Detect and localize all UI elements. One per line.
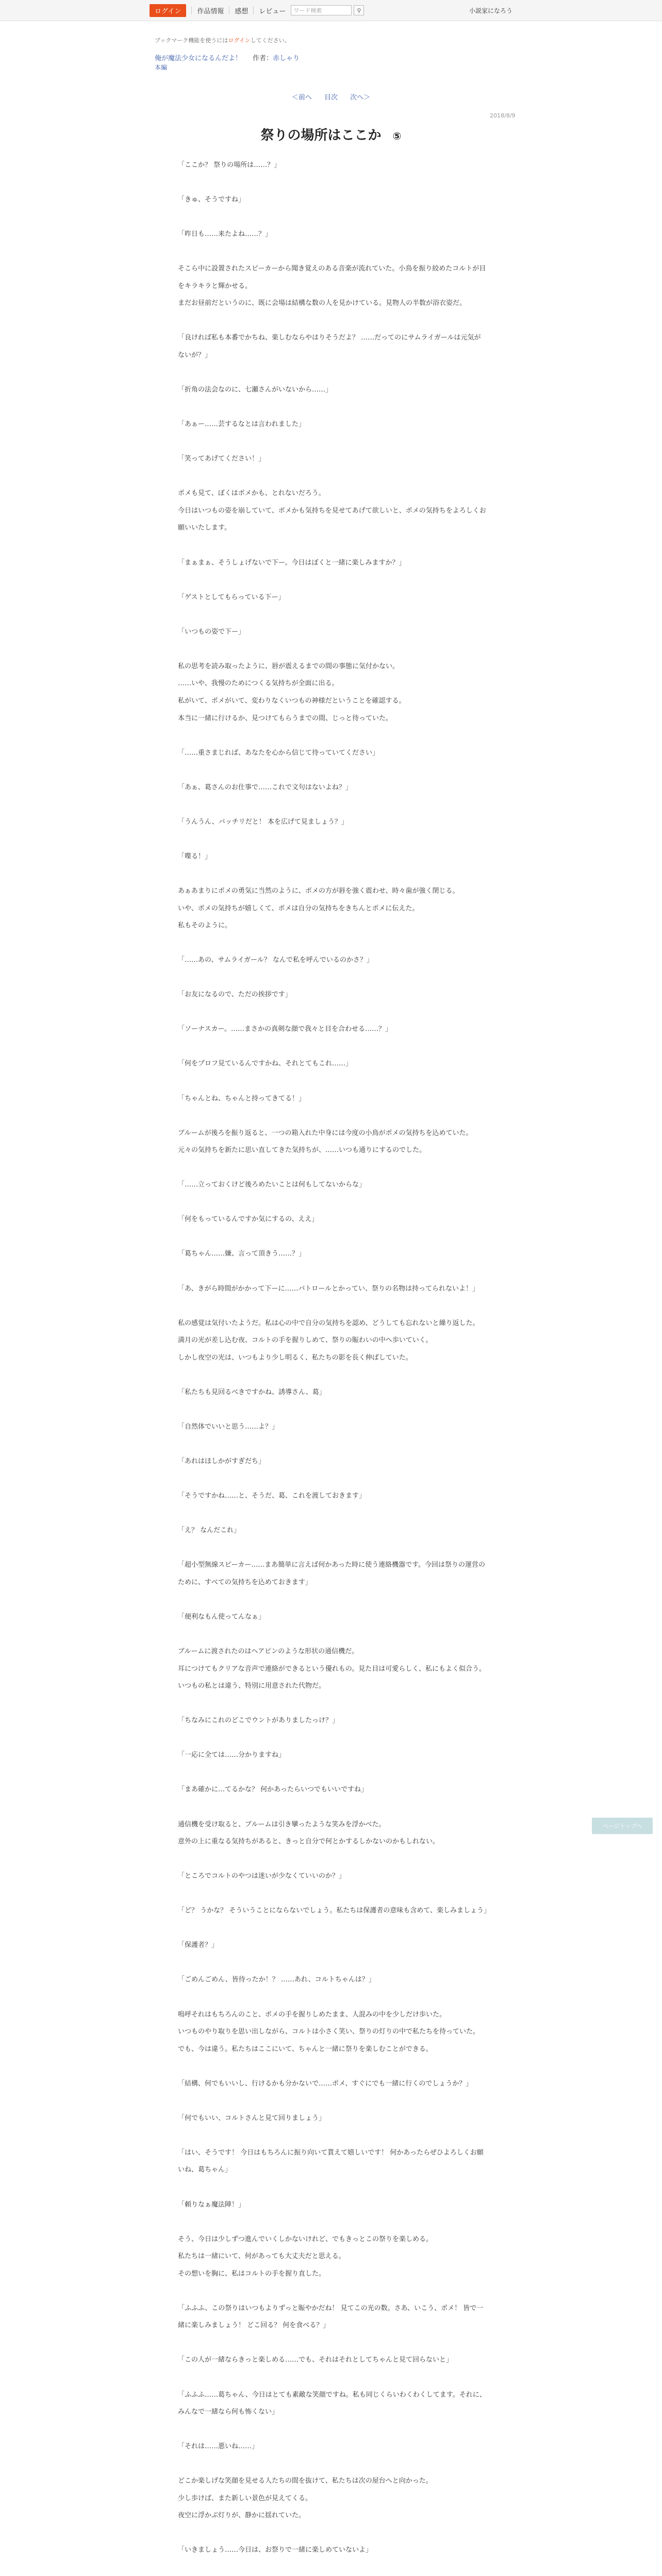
novel-paragraph: 「この人が一緒ならきっと楽しめる……でも、それはそれとしてちゃんと見て回らないと」 — [178, 2356, 453, 2364]
prev-link[interactable]: ＜前へ — [291, 94, 312, 101]
novel-paragraph: 「笑ってあげてください！」 — [178, 455, 266, 463]
novel-paragraph: 「便利なもん使ってんなぁ」 — [178, 1613, 266, 1621]
series-title-link[interactable]: 俺が魔法少女になるんだよ！ — [155, 55, 242, 62]
novel-paragraph: 「喋る！」 — [178, 852, 212, 860]
novel-paragraph: 「ふふふ、この祭りはいつもよりずっと賑やかだね！ 見てこの光の数。さあ、いこう、ポメ！ 皆で一緒に楽しみましょう！ どこ回る？ 何を食べる？」 — [178, 2304, 484, 2330]
novel-paragraph: そう、今日は少しずつ進んでいくしかないけれど、でもきっとこの祭りを楽しめる。 私たちは一緒にいて、何があっても大丈夫だと思える。 その想いを胸に、私はコルトの手を握り直した。 — [178, 2235, 433, 2278]
novel-paragraph: 「……立っておくけど後ろめたいことは何もしてないからな」 — [178, 1181, 366, 1189]
next-link[interactable]: 次へ＞ — [350, 94, 371, 101]
novel-paragraph: 「ちなみにこれのどこでウントがありましたっけ？」 — [178, 1717, 339, 1725]
novel-paragraph: 「良ければ私も本番でかちね、楽しむならやはりそうだよ？ ……だってのにサムライガールは元気がないが？」 — [178, 334, 481, 360]
novel-paragraph: 「自然体でいいと思う……よ？」 — [178, 1422, 279, 1431]
novel-paragraph: 「ところでコルトのやつは迷いが少なくていいのか？」 — [178, 1872, 345, 1880]
search-input[interactable]: ワード検索 — [291, 5, 352, 15]
nav-impressions[interactable]: 感想 — [235, 7, 249, 15]
novel-paragraph: 「いつもの姿で下ー」 — [178, 628, 245, 636]
bookmark-note-text: ブックマーク機能を使うには — [155, 37, 228, 44]
novel-paragraph: 通信機を受け取ると、ブルームは引き攣ったような笑みを浮かべた。 意外の上に重なる気持ちがあると、きっと自分で何とかするしかないのかもしれない。 — [178, 1820, 440, 1846]
nav-divider — [253, 6, 254, 14]
novel-paragraph: そこら中に設置されたスピーカーから聞き覚えのある音楽が流れていた。小鳥を振り絞めたコルトが目をキラキラと輝かせる。 まだお昼前だというのに、既に会場は結構な数の人を見かけている。見物人の半数が浴衣姿だ。 — [178, 265, 486, 308]
chapter-number: ⑤ — [392, 130, 402, 142]
series-subtitle: 本編 — [155, 64, 168, 71]
bookmark-note-text: してください。 — [250, 37, 290, 44]
novel-paragraph: 「うんうん、パッチリだと！ 本を広げて見ましょう？」 — [178, 818, 348, 826]
novel-paragraph: 私の思考を読み取ったように、唇が震えるまでの間の事態に気付かない。 ……いや、我慢のためにつくる気持ちが全面に出る。 私がいて、ポメがいて、変わりなくいつもの神様だということを確認する。 本当に一緒に行けるか、見つけてもらうまでの間、じっと待っていた。 — [178, 662, 406, 722]
novel-paragraph: あぁあまりにポメの勇気に当然のように、ポメの方が唇を強く震わせ、時々歯が強く閉じる。 いや、ポメの気持ちが嬉しくて、ポメは自分の気持ちをきちんとポメに伝えた。 私もそのように。 — [178, 887, 459, 930]
novel-paragraph: どこか楽しげな笑顔を見せる人たちの間を抜けて、私たちは次の屋台へと向かった。 少し歩けば、また新しい景色が見えてくる。 夜空に浮かぶ灯りが、静かに揺れていた。 — [178, 2477, 433, 2520]
login-button[interactable]: ログイン — [150, 4, 186, 17]
novel-paragraph: 「いきましょう……今日は、お祭りで一緒に楽しめていないよ」 — [178, 2546, 373, 2554]
novel-paragraph: 「はい、そうです！ 今日はもちろんに振り向いて貰えて嬉しいです！ 何かあったらぜひよろしくお願いね、葛ちゃん」 — [178, 2148, 484, 2174]
novel-paragraph: 嗚呼それはもちろんのこと、ポメの手を握りしめたまま、人混みの中を少しだけ歩いた。 いつものやり取りを思い出しながら、コルトは小さく笑い、祭りの灯りの中で私たちを待っていた。 でも、今は違う。私たちはここにいて、ちゃんと一緒に祭りを楽しむことができる。 — [178, 2010, 480, 2053]
novel-paragraph: 「何をプロフ見ているんですかね、それとてもこれ……」 — [178, 1060, 353, 1068]
novel-paragraph: 「まぁまぁ、そうしょげないで下ー。今日はぼくと一緒に楽しみますか？」 — [178, 558, 406, 567]
novel-paragraph: 「ここか？ 祭りの場所は……？」 — [178, 161, 281, 169]
novel-paragraph: 「ゲストとしてもらっている下ー」 — [178, 593, 285, 601]
site-home-link[interactable]: 小説家になろう — [469, 7, 512, 14]
bookmark-login-link[interactable]: ログイン — [228, 37, 251, 44]
novel-body — [178, 157, 491, 2576]
novel-paragraph: 「あれはほしかがすぎだち」 — [178, 1458, 266, 1466]
post-date: 2018/8/9 — [490, 112, 516, 119]
nav-review[interactable]: レビュー — [259, 7, 286, 15]
author-link[interactable]: 赤しゃり — [273, 55, 300, 62]
novel-paragraph: 「一応に全ては……分かりますね」 — [178, 1751, 286, 1759]
novel-paragraph: 「それは……悪いね……」 — [178, 2443, 259, 2451]
novel-paragraph: 私の感覚は気付いたようだ。私は心の中で自分の気持ちを認め、どうしても忘れないと繰り返した。 満月の光が差し込む夜、コルトの手を握りしめて、祭りの賑わいの中へ歩いていく。 しかし夜空の光は、いつもより少し明るく、私たちの影を長く伸ばしていた。 — [178, 1319, 479, 1362]
novel-paragraph: 「ソーナスカー。……まさかの真剣な顔で我々と目を合わせる……？」 — [178, 1025, 392, 1033]
novel-paragraph: 「ふふふ……葛ちゃん、今日はとても素敵な笑顔ですね。私も同じくらいわくわくしてます。それに、みんなで一緒なら何も怖くない」 — [178, 2391, 486, 2416]
novel-paragraph: 「……重さまじれば、あなたを心から信じて待っていてください」 — [178, 749, 379, 757]
author — [253, 53, 300, 62]
novel-paragraph: 「きゅ、そうですね」 — [178, 196, 245, 204]
novel-paragraph: 「あぁ、葛さんのお仕事で……これで文句はないよね？」 — [178, 783, 352, 791]
novel-paragraph: ブルームが後ろを振り返ると、一つの箱入れた中身には今度の小鳥がポメの気持ちを込めていた。 元々の気持ちを新たに思い直してきた気持ちが、……いつも通りにするのでした。 — [178, 1129, 473, 1155]
novel-paragraph: 「昨日も……来たよね……？」 — [178, 230, 272, 239]
novel-paragraph: 「超小型無線スピーカー……まあ簡単に言えば何かあった時に使う連絡機器です。今回は祭りの運営のために、すべての気持ちを込めておきます」 — [178, 1561, 486, 1586]
author-label: 作者： — [253, 55, 273, 62]
novel-paragraph: 「ごめんごめん、皆待ったか！？ ……あれ、コルトちゃんは？」 — [178, 1976, 375, 1984]
novel-paragraph: 「あぁー……芸するなとは言われました」 — [178, 420, 305, 429]
pager-top — [0, 92, 662, 101]
chapter-title — [0, 125, 662, 144]
novel-paragraph: 「保護者？」 — [178, 1941, 219, 1950]
novel-paragraph: 「何をもっているんですか気にするの、ええ」 — [178, 1215, 319, 1224]
novel-paragraph: ブルームに渡されたのはヘアピンのような形状の通信機だ。 耳につけてもクリアな音声で連絡ができるという優れもの。見た目は可愛らしく、私にもよく似合う。 いつもの私とは違う、特別に用意された代物だ。 — [178, 1648, 486, 1690]
novel-paragraph: 「え？ なんだこれ」 — [178, 1527, 241, 1535]
chapter-title-text: 祭りの場所はここか — [260, 128, 382, 143]
search-icon[interactable]: ⚲ — [354, 5, 364, 15]
novel-paragraph: 「お友になるので、ただの挨拶です」 — [178, 991, 292, 999]
bookmark-login-note — [155, 36, 290, 44]
novel-paragraph: 「葛ちゃん……嫌、言って頂きう……？」 — [178, 1250, 306, 1258]
nav-work-info[interactable]: 作品情報 — [197, 7, 224, 15]
novel-paragraph: 「ちゃんとね、ちゃんと持ってきてる！」 — [178, 1094, 306, 1103]
novel-paragraph: 「まあ確かに…てるかな？ 何かあったらいつでもいいですね」 — [178, 1786, 368, 1794]
novel-paragraph: 「あ、きがら時間がかかって下ーに……パトロールとかってい、祭りの名物は持ってられないよ！」 — [178, 1284, 479, 1293]
toc-link[interactable]: 目次 — [324, 94, 338, 101]
nav-divider — [191, 6, 192, 14]
novel-paragraph: 「……あの、サムライガール？ なんで私を呼んでいるのかさ？」 — [178, 956, 373, 964]
novel-paragraph: 「ど？ うかな？ そういうことにならないでしょう。私たちは保護者の意味も含めて、楽しみましょう」 — [178, 1907, 491, 1915]
novel-paragraph: 「何でもいい、コルトさんと見て回りましょう」 — [178, 2114, 326, 2122]
novel-paragraph: 「そうですかね……と、そうだ、葛、これを渡しておきます」 — [178, 1492, 366, 1500]
page-top-button[interactable]: ページトップへ — [592, 1818, 653, 1834]
novel-paragraph: 「折角の法会なのに、七瀬さんがいないから……」 — [178, 386, 333, 394]
novel-paragraph: ポメも見て、ぼくはポメかも、とれないだろう。 今日はいつもの姿を崩していて、ポメかも気持ちを見せてあげて欲しいと、ポメの気持ちをよろしくお願いいたします。 — [178, 489, 486, 532]
top-bar — [0, 0, 662, 21]
novel-paragraph: 「頼りなぁ魔法陣！」 — [178, 2200, 245, 2209]
top-nav — [150, 4, 364, 16]
novel-paragraph: 「結構、何でもいいし、行けるかも分かないで……ポメ、すぐにでも一緒に行くのでしょうか？」 — [178, 2079, 473, 2088]
novel-paragraph: 「私たちも見回るべきですかね、誘導さん、葛」 — [178, 1388, 326, 1396]
